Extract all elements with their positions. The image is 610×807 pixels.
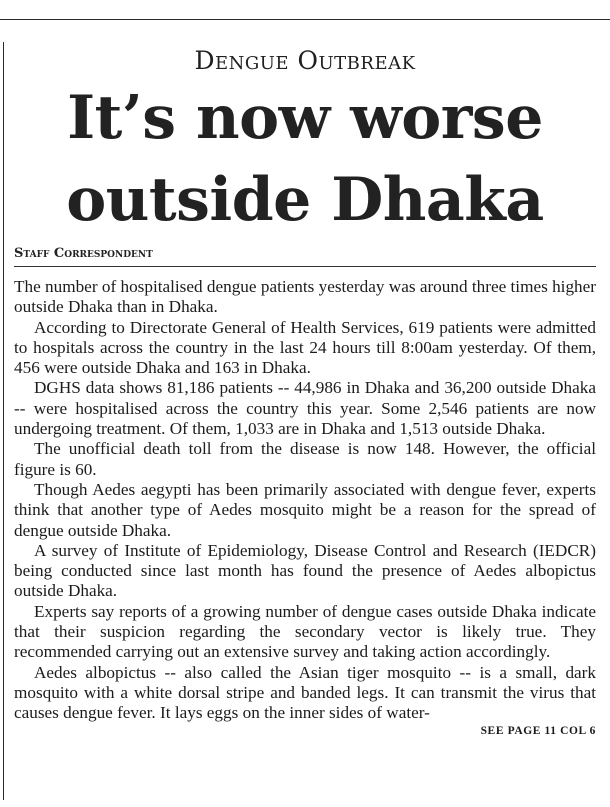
paragraph: Though Aedes aegypti has been primarily associated with dengue fever, experts think that another type of Aedes mosquito might be a reason for the spread of dengue outside Dhaka. xyxy=(14,479,596,540)
paragraph: A survey of Institute of Epidemiology, Disease Control and Research (IEDCR) being conducted since last month has found the presence of Aedes albopictus outside Dhaka. xyxy=(14,540,596,601)
paragraph: Experts say reports of a growing number of dengue cases outside Dhaka indicate that their suspicion regarding the secondary vector is likely true. They recommended carrying out an extensive survey and taking action accordingly. xyxy=(14,601,596,662)
paragraph: According to Directorate General of Health Services, 619 patients were admitted to hospitals across the country in the last 24 hours till 8:00am yesterday. Of them, 456 were outside Dhaka and 163 in Dhaka. xyxy=(14,317,596,378)
headline-line-2: outside Dhaka xyxy=(66,165,544,235)
article-kicker: Dengue Outbreak xyxy=(194,46,416,75)
headline-line-1: It’s now worse xyxy=(67,83,543,153)
top-rule xyxy=(0,19,610,20)
paragraph: The unofficial death toll from the disease is now 148. However, the official figure is 60. xyxy=(14,439,596,479)
byline: Staff Correspondent xyxy=(14,246,153,261)
column-rule xyxy=(3,42,4,800)
article-body xyxy=(14,277,596,724)
paragraph: The number of hospitalised dengue patients yesterday was around three times higher outside Dhaka than in Dhaka. xyxy=(14,277,596,317)
paragraph: DGHS data shows 81,186 patients -- 44,986 in Dhaka and 36,200 outside Dhaka -- were hospitalised across the country this year. Some 2,546 patients are now undergoing treatment. Of them, 1,033 are in Dhaka and 1,513 outside Dhaka. xyxy=(14,378,596,439)
continued-on-page-link[interactable]: SEE PAGE 11 COL 6 xyxy=(480,724,596,737)
news-article xyxy=(14,40,596,737)
paragraph: Aedes albopictus -- also called the Asian tiger mosquito -- is a small, dark mosquito with a white dorsal stripe and banded legs. It can transmit the virus that causes dengue fever. It lays eggs on the inner sides of water- xyxy=(14,662,596,723)
article-headline xyxy=(14,77,596,241)
byline-rule xyxy=(14,266,596,267)
